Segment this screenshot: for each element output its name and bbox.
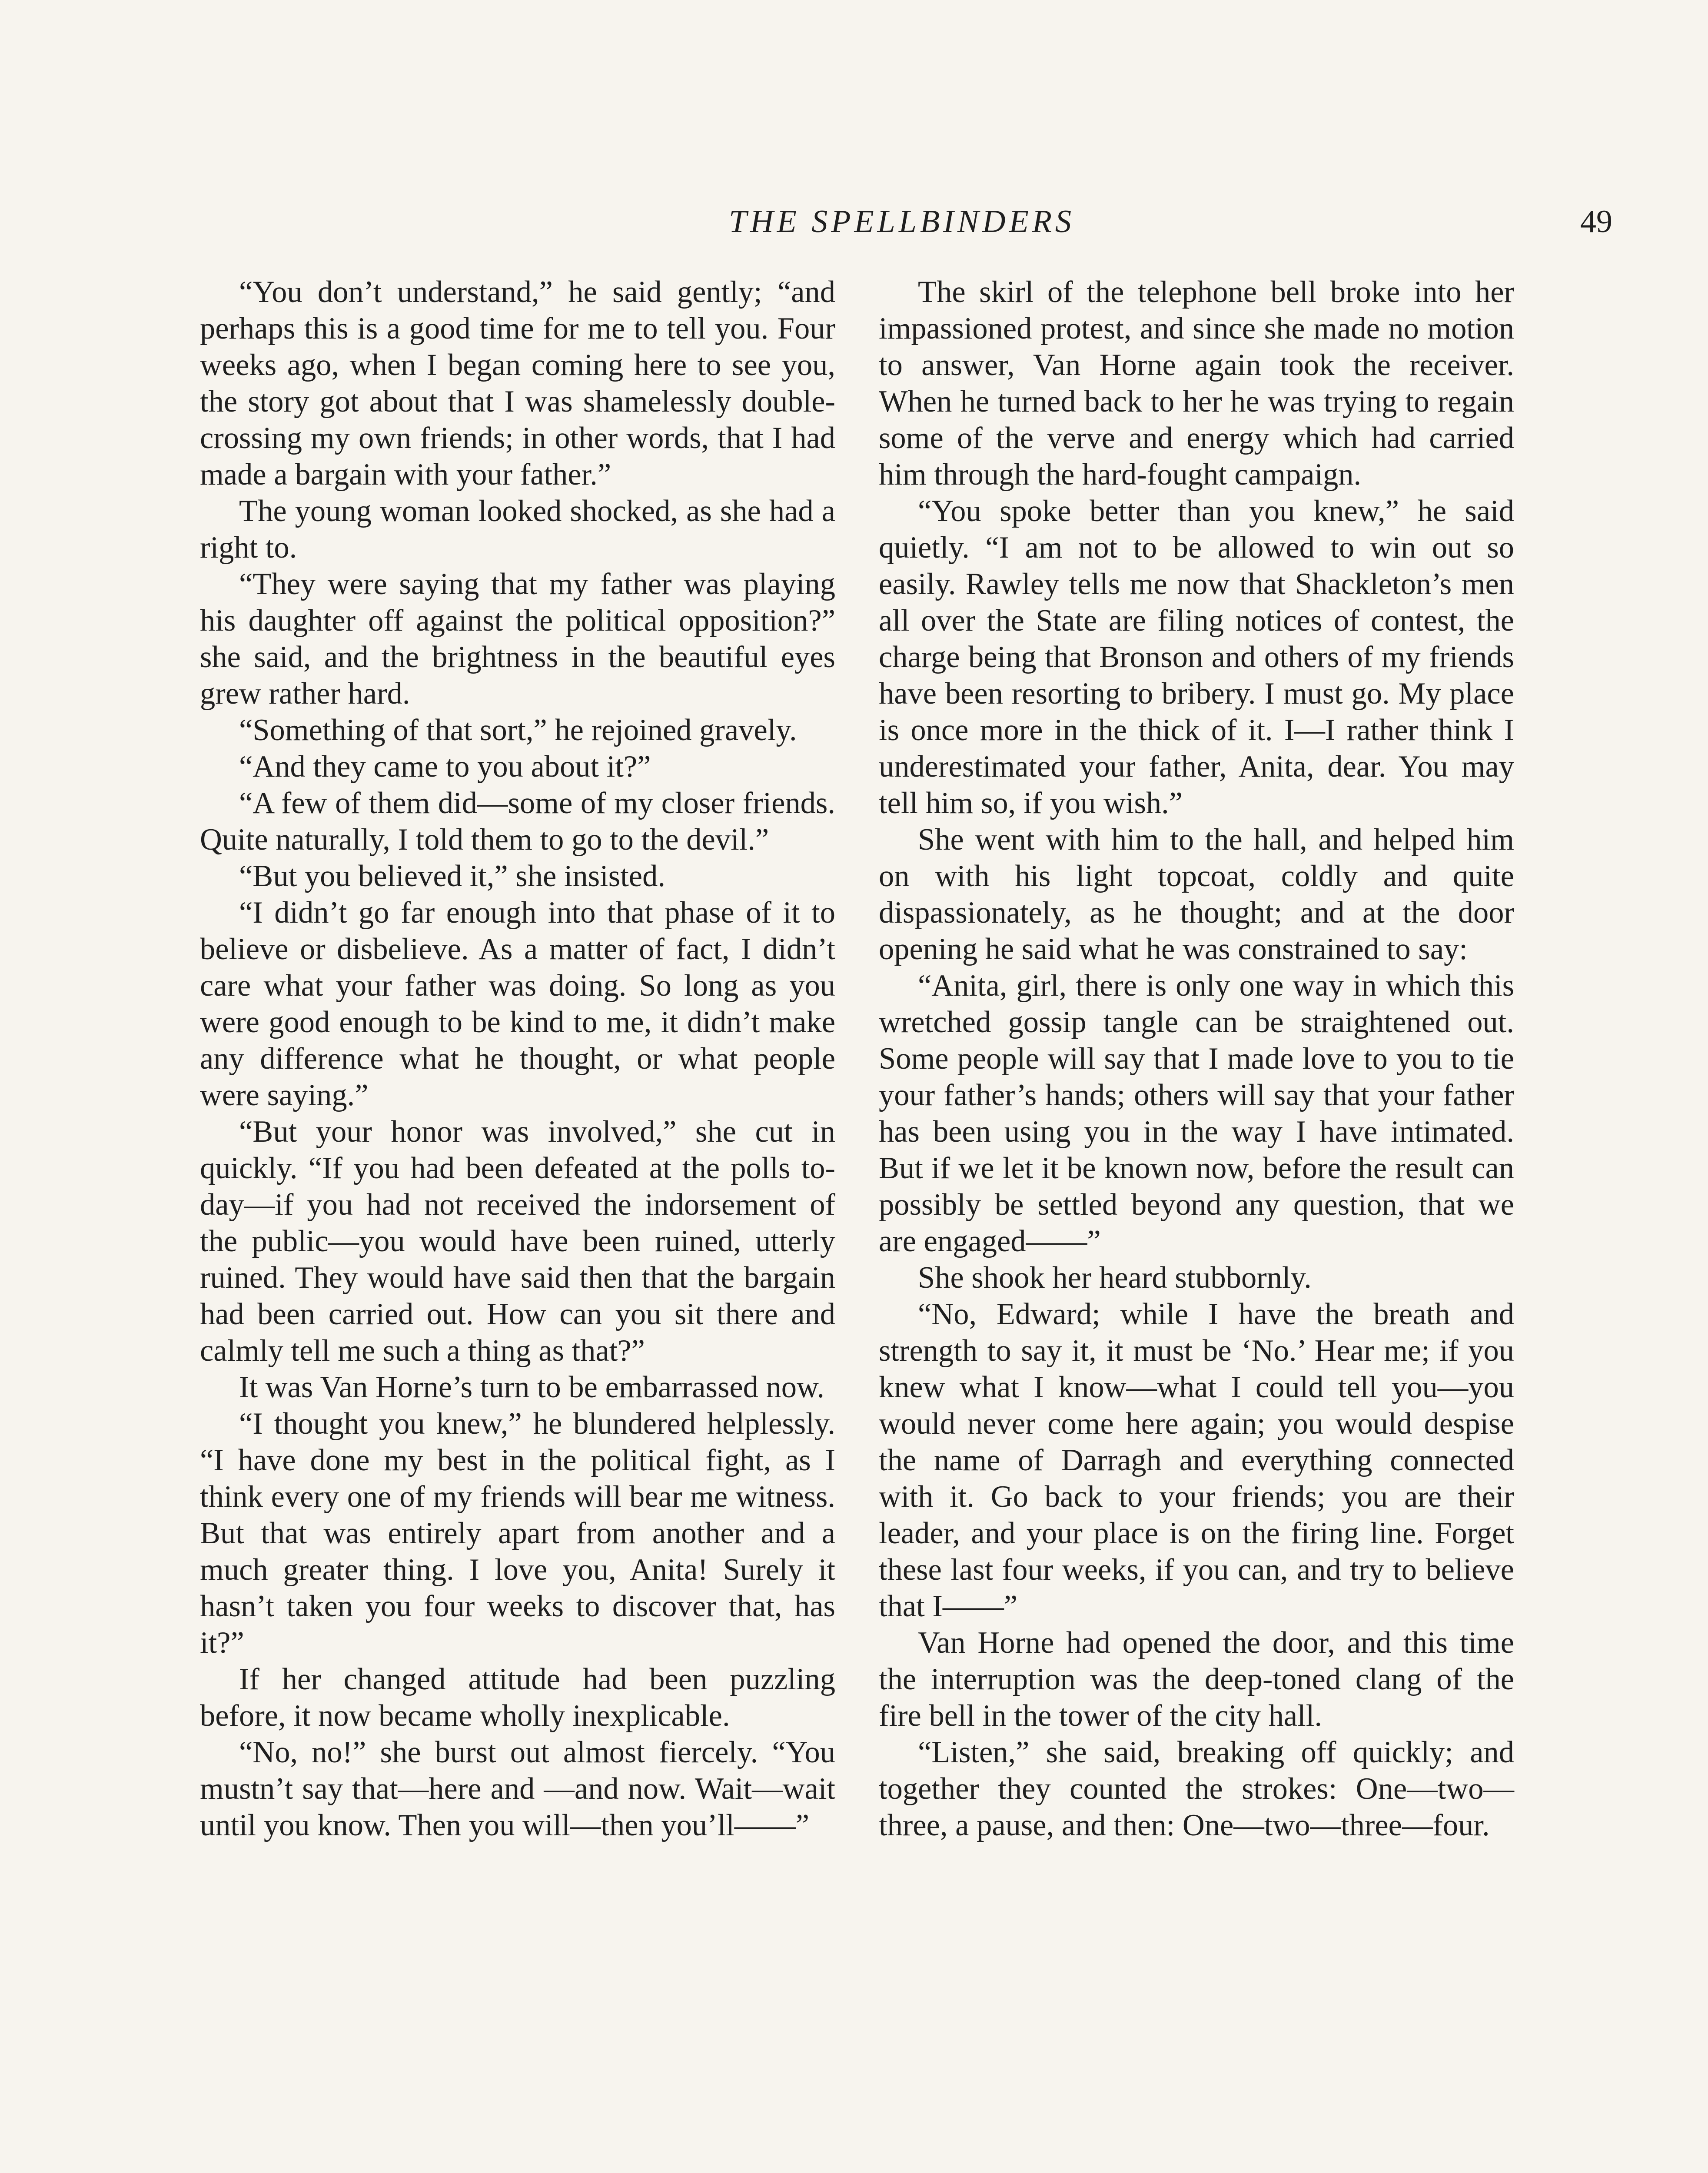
paragraph: If her changed attitude had been puzzling before, it now became wholly inexplicable. (200, 1662, 835, 1733)
left-column (200, 274, 835, 1844)
paragraph: “Anita, girl, there is only one way in which this wretched gossip tangle can be straightened out. Some people will say that I made love to you to tie your father’s hands; others will say that your father has been using you in the way I have intimated. But if we let it be known now, before the result can possibly be settled beyond any question, that we are engaged——” (879, 969, 1514, 1258)
page-number: 49 (1580, 204, 1612, 239)
paragraph: “I thought you knew,” he blundered helplessly. “I have done my best in the political fight, as I think every one of my friends will bear me witness. But that was entirely apart from another and a much greater thing. I love you, Anita! Surely it hasn’t taken you four weeks to discover that, has it?” (200, 1407, 835, 1660)
paragraph: She went with him to the hall, and helped him on with his light topcoat, coldly and quite dispassionately, as he thought; and at the door opening he said what he was constrained to say: (879, 823, 1514, 966)
running-title: THE SPELLBINDERS (728, 204, 1075, 239)
paragraph: The skirl of the telephone bell broke into her impassioned protest, and since she made no motion to answer, Van Horne again took the receiver. When he turned back to her he was trying to regain some of the verve and energy which had carried him through the hard-fought campaign. (879, 275, 1514, 492)
paragraph: “No, no!” she burst out almost fiercely. “You mustn’t say that—here and —and now. Wait—wait until you know. Then you will—then you’ll——” (200, 1735, 835, 1842)
paragraph: “But your honor was involved,” she cut in quickly. “If you had been defeated at the polls to-day—if you had not received the indorsement of the public—you would have been ruined, utterly ruined. They would have said then that the bargain had been carried out. How can you sit there and calmly tell me such a thing as that?” (200, 1115, 835, 1368)
page-header (191, 198, 1612, 246)
paragraph: She shook her heard stubbornly. (918, 1261, 1312, 1295)
paragraph: “But you believed it,” she insisted. (239, 859, 665, 893)
paragraph: “No, Edward; while I have the breath and strength to say it, it must be ‘No.’ Hear me; if you knew what I know—what I could tell you—you would never come here again; you would despise the name of Darragh and everything connected with it. Go back to your friends; you are their leader, and your place is on the firing line. Forget these last four weeks, if you can, and try to believe that I——” (879, 1297, 1514, 1623)
paragraph: “Something of that sort,” he rejoined gravely. (239, 713, 797, 747)
paragraph: “I didn’t go far enough into that phase of it to believe or disbelieve. As a matter of fact, I didn’t care what your father was doing. So long as you were good enough to be kind to me, it didn’t make any difference what he thought, or what people were saying.” (200, 896, 835, 1112)
paragraph: Van Horne had opened the door, and this time the interruption was the deep-toned clang of the fire bell in the tower of the city hall. (879, 1626, 1514, 1733)
paragraph: “They were saying that my father was playing his daughter off against the political opposition?” she said, and the brightness in the beautiful eyes grew rather hard. (200, 567, 835, 711)
paragraph: “You spoke better than you knew,” he said quietly. “I am not to be allowed to win out so easily. Rawley tells me now that Shackleton’s men all over the State are filing notices of contest, the charge being that Bronson and others of my friends have been resorting to bribery. I must go. My place is once more in the thick of it. I—I rather think I underestimated your father, Anita, dear. You may tell him so, if you wish.” (879, 494, 1514, 820)
paragraph: “A few of them did—some of my closer friends. Quite naturally, I told them to go to the devil.” (200, 786, 835, 857)
right-column (879, 274, 1514, 1844)
paragraph: “And they came to you about it?” (239, 750, 651, 784)
paragraph: “Listen,” she said, breaking off quickly; and together they counted the strokes: One—two—three, a pause, and then: One—two—three—four. (879, 1735, 1514, 1842)
paragraph: “You don’t understand,” he said gently; “and perhaps this is a good time for me to tell you. Four weeks ago, when I began coming here to see you, the story got about that I was shamelessly double-crossing my own friends; in other words, that I had made a bargain with your father.” (200, 275, 835, 492)
paragraph: The young woman looked shocked, as she had a right to. (200, 494, 835, 565)
paragraph: It was Van Horne’s turn to be embarrassed now. (239, 1370, 825, 1404)
